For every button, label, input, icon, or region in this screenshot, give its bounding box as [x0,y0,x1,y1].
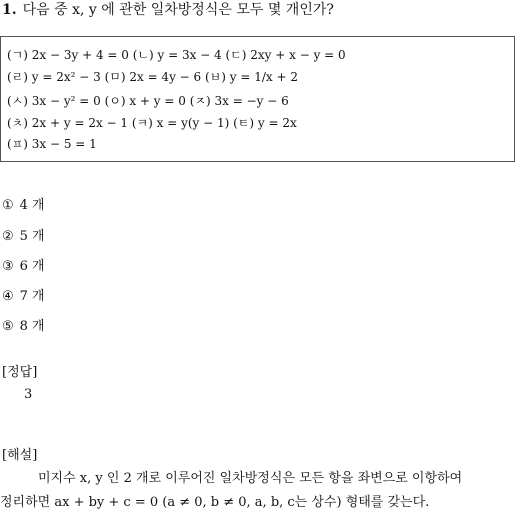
explanation-line: 미지수 x, y 인 2 개로 이루어진 일차방정식은 모든 항을 좌변으로 이항하여 [38,471,463,486]
choice-2[interactable] [2,229,45,245]
equation-row: (ㅅ) 3x − y² = 0 (ㅇ) x + y = 0 (ㅈ) 3x = −y − 6 [7,94,289,108]
choice-text: 7 개 [19,289,45,304]
question-line [2,0,334,20]
choice-4[interactable] [2,289,45,305]
choice-5[interactable] [2,319,45,335]
explanation-line: 정리하면 ax + by + c = 0 (a ≠ 0, b ≠ 0, a, b, c는 상수) 형태를 갖는다. [0,495,430,510]
choice-text: 8 개 [19,319,45,334]
answer-heading: [정답] [2,365,38,380]
choice-symbol: ① [2,198,14,213]
choice-text: 5 개 [19,229,45,244]
choice-symbol: ③ [2,259,14,274]
choice-symbol: ④ [2,289,14,304]
equation-box [0,36,515,162]
choice-symbol: ⑤ [2,319,14,334]
question-text: 다음 중 x, y 에 관한 일차방정식은 모두 몇 개인가? [22,2,334,18]
choice-symbol: ② [2,229,14,244]
choice-text: 6 개 [19,259,45,274]
equation-row: (ㄱ) 2x − 3y + 4 = 0 (ㄴ) y = 3x − 4 (ㄷ) 2xy + x − y = 0 [7,48,346,62]
equation-row: (ㅊ) 2x + y = 2x − 1 (ㅋ) x = y(y − 1) (ㅌ) y = 2x [7,116,297,130]
choice-text: 4 개 [19,198,45,213]
answer-value: 3 [24,387,33,402]
explanation-heading: [해설] [2,448,38,463]
equation-row: (ㄹ) y = 2x² − 3 (ㅁ) 2x = 4y − 6 (ㅂ) y = 1/x + 2 [7,70,298,84]
choice-1[interactable] [2,198,45,214]
equation-row: (ㅍ) 3x − 5 = 1 [7,137,97,151]
question-number: 1. [2,2,17,18]
choice-3[interactable] [2,259,45,275]
